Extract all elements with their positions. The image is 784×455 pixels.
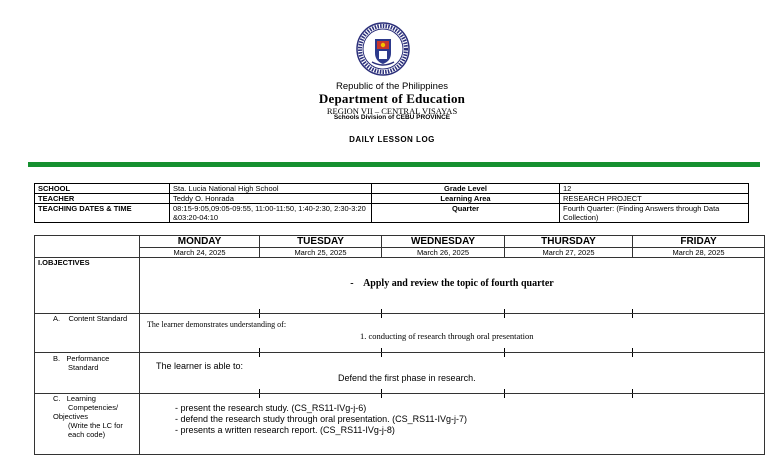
grade-label: Grade Level	[372, 184, 560, 194]
date-wednesday: March 26, 2025	[382, 248, 505, 258]
day-monday: MONDAY	[140, 236, 260, 248]
performance-standard-line2: Defend the first phase in research.	[338, 373, 476, 383]
performance-standard-title-2: Standard	[68, 363, 99, 372]
performance-standard-title-1: Performance	[66, 354, 110, 363]
date-tuesday: March 25, 2025	[260, 248, 382, 258]
competency-item: - present the research study. (CS_RS11-IVg-j-6)	[175, 403, 367, 413]
teaching-dates-value: 08:15-9:05,09:05-09:55, 11:00-11:50, 1:40-2:30, 2:30-3:20 &03:20-04:10	[170, 204, 372, 223]
learning-area-value: RESEARCH PROJECT	[560, 194, 749, 204]
teaching-dates-label: TEACHING DATES & TIME	[35, 204, 170, 223]
quarter-value: Fourth Quarter: (Finding Answers through Data Collection)	[560, 204, 749, 223]
grade-value: 12	[560, 184, 749, 194]
performance-standard-cell	[140, 353, 765, 394]
competencies-cell	[140, 394, 765, 455]
objectives-label: I.OBJECTIVES	[35, 258, 140, 314]
objective-bullet: -	[350, 278, 354, 289]
teacher-value: Teddy O. Honrada	[170, 194, 372, 204]
competencies-title-5: each code)	[68, 430, 106, 439]
teacher-label: TEACHER	[35, 194, 170, 204]
competency-item: - defend the research study through oral presentation. (CS_RS11-IVg-j-7)	[175, 414, 467, 424]
day-friday: FRIDAY	[633, 236, 765, 248]
quarter-label: Quarter	[372, 204, 560, 223]
deped-seal-icon	[356, 22, 410, 76]
republic-line: Republic of the Philippines	[336, 81, 448, 92]
content-standard-line1: The learner demonstrates understanding of:	[147, 320, 287, 329]
date-monday: March 24, 2025	[140, 248, 260, 258]
lesson-log-table	[34, 235, 765, 455]
learning-area-label: Learning Area	[372, 194, 560, 204]
document-title: DAILY LESSON LOG	[349, 135, 435, 144]
competencies-label	[35, 394, 140, 455]
day-thursday: THURSDAY	[505, 236, 633, 248]
day-tuesday: TUESDAY	[260, 236, 382, 248]
objective-main: Apply and review the topic of fourth quarter	[363, 278, 554, 289]
performance-standard-label	[35, 353, 140, 394]
content-standard-cell	[140, 314, 765, 353]
date-friday: March 28, 2025	[633, 248, 765, 258]
day-wednesday: WEDNESDAY	[382, 236, 505, 248]
date-thursday: March 27, 2025	[505, 248, 633, 258]
competencies-list	[175, 403, 467, 436]
department-title: Department of Education	[318, 91, 466, 106]
content-standard-line2: 1. conducting of research through oral presentation	[360, 331, 534, 341]
content-standard-title: Content Standard	[68, 314, 128, 323]
school-value: Sta. Lucia National High School	[170, 184, 372, 194]
competency-item: - presents a written research report. (CS_RS11-IVg-j-8)	[175, 425, 395, 435]
objective-text	[140, 278, 764, 289]
info-table	[34, 183, 749, 223]
competencies-title-1: Learning	[66, 394, 96, 403]
division-line: Schools Division of CEBU PROVINCE	[333, 114, 451, 121]
content-standard-marker: A.	[53, 314, 61, 323]
school-label: SCHOOL	[35, 184, 170, 194]
content-standard-label	[35, 314, 140, 353]
competencies-marker: C.	[53, 394, 61, 403]
region-line: REGION VII – CENTRAL VISAYAS	[326, 106, 458, 116]
performance-standard-line1: The learner is able to:	[156, 361, 244, 371]
objectives-cell	[140, 258, 765, 314]
performance-standard-marker: B.	[53, 354, 61, 363]
competencies-title-2: Competencies/	[68, 403, 119, 412]
competencies-title-3: Objectives	[53, 412, 89, 421]
competencies-title-4: (Write the LC for	[68, 421, 123, 430]
header-divider	[28, 162, 760, 167]
